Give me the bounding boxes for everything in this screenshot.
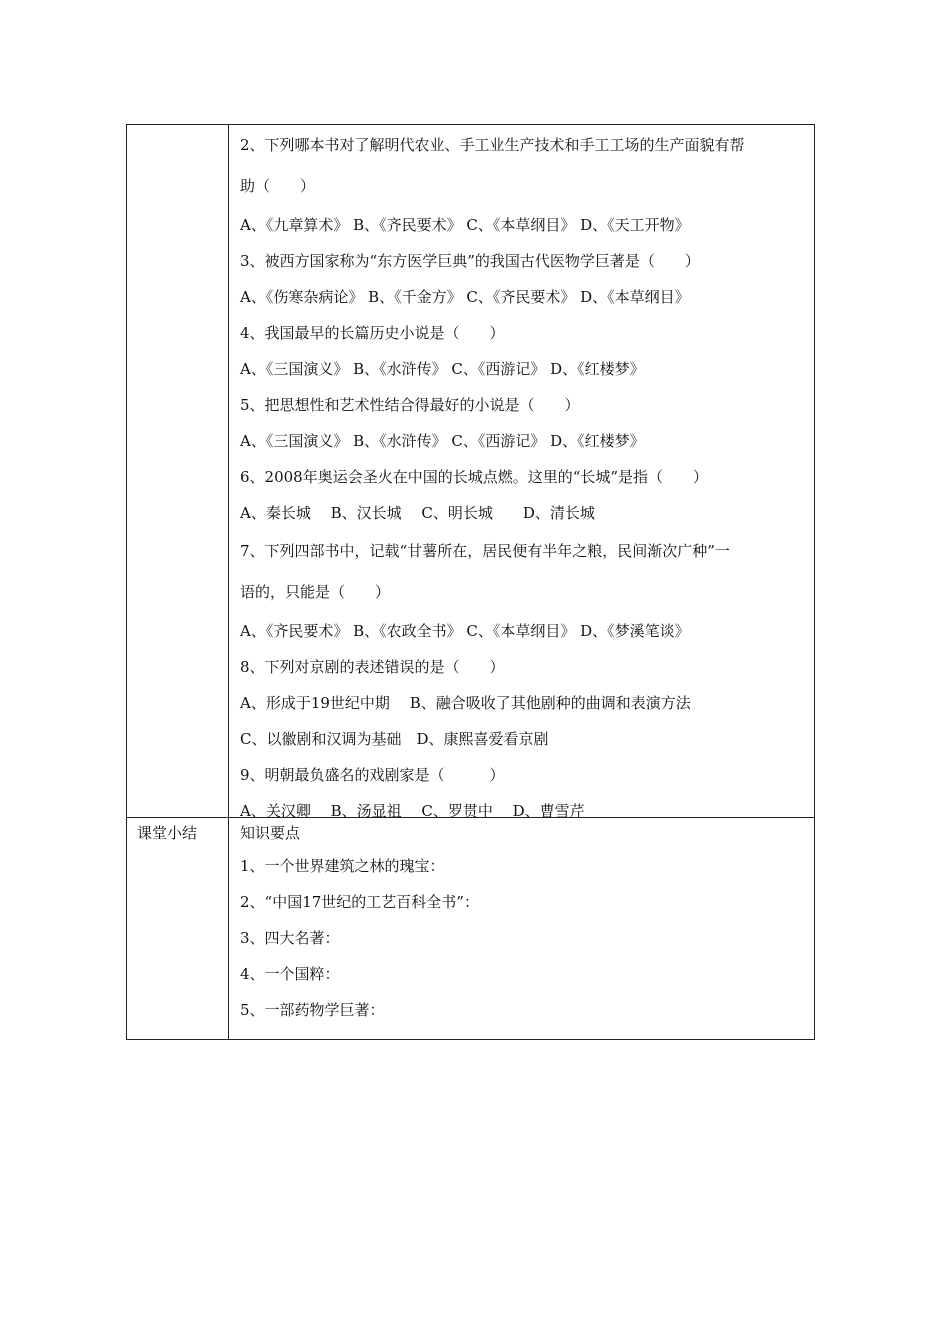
question-7-options: A、《齐民要术》 B、《农政全书》 C、《本草纲目》 D、《梦溪笔谈》 (240, 622, 690, 640)
question-3-options: A、《伤寒杂病论》 B、《千金方》 C、《齐民要术》 D、《本草纲目》 (240, 288, 690, 306)
summary-heading: 知识要点 (240, 824, 301, 842)
row-label-empty (127, 125, 229, 817)
summary-item: 1、一个世界建筑之林的瑰宝： (240, 857, 445, 875)
question-5-stem: 5、把思想性和艺术性结合得最好的小说是（ ） (240, 396, 580, 414)
question-9-options: A、关汉卿 B、汤显祖 C、罗贯中 D、曹雪芹 (240, 802, 585, 820)
question-6-options: A、秦长城 B、汉长城 C、明长城 D、清长城 (240, 504, 595, 522)
question-7-stem: 7、下列四部书中，记载“甘薯所在，居民便有半年之粮，民间渐次广种”一 (240, 542, 730, 560)
summary-row (127, 817, 814, 1039)
question-4-options: A、《三国演义》 B、《水浒传》 C、《西游记》 D、《红楼梦》 (240, 360, 645, 378)
worksheet-table (126, 124, 815, 1040)
question-8-options-cd: C、以徽剧和汉调为基础 D、康熙喜爱看京剧 (240, 730, 549, 748)
question-5-options: A、《三国演义》 B、《水浒传》 C、《西游记》 D、《红楼梦》 (240, 432, 645, 450)
question-7-stem-cont: 语的，只能是（ ） (240, 583, 391, 601)
summary-item: 4、一个国粹： (240, 965, 340, 983)
question-8-options-ab: A、形成于19世纪中期 B、融合吸收了其他剧种的曲调和表演方法 (240, 694, 691, 712)
summary-item: 2、“中国17世纪的工艺百科全书”： (240, 893, 479, 911)
question-9-stem: 9、明朝最负盛名的戏剧家是（ ） (240, 766, 505, 784)
question-4-stem: 4、我国最早的长篇历史小说是（ ） (240, 324, 505, 342)
summary-cell (229, 818, 814, 1039)
question-2-options: A、《九章算术》 B、《齐民要术》 C、《本草纲目》 D、《天工开物》 (240, 216, 690, 234)
summary-item: 3、四大名著： (240, 929, 340, 947)
question-3-stem: 3、被西方国家称为“东方医学巨典”的我国古代医物学巨著是（ ） (240, 252, 700, 270)
question-6-stem: 6、2008年奥运会圣火在中国的长城点燃。这里的“长城”是指（ ） (240, 468, 709, 486)
summary-item: 5、一部药物学巨著： (240, 1001, 385, 1019)
question-8-stem: 8、下列对京剧的表述错误的是（ ） (240, 658, 505, 676)
exercise-cell (229, 125, 814, 820)
question-2-stem-cont: 助（ ） (240, 177, 316, 195)
summary-label: 课堂小结 (127, 818, 229, 1039)
exercise-row (127, 125, 814, 820)
question-2-stem: 2、下列哪本书对了解明代农业、手工业生产技术和手工工场的生产面貌有帮 (240, 136, 745, 154)
